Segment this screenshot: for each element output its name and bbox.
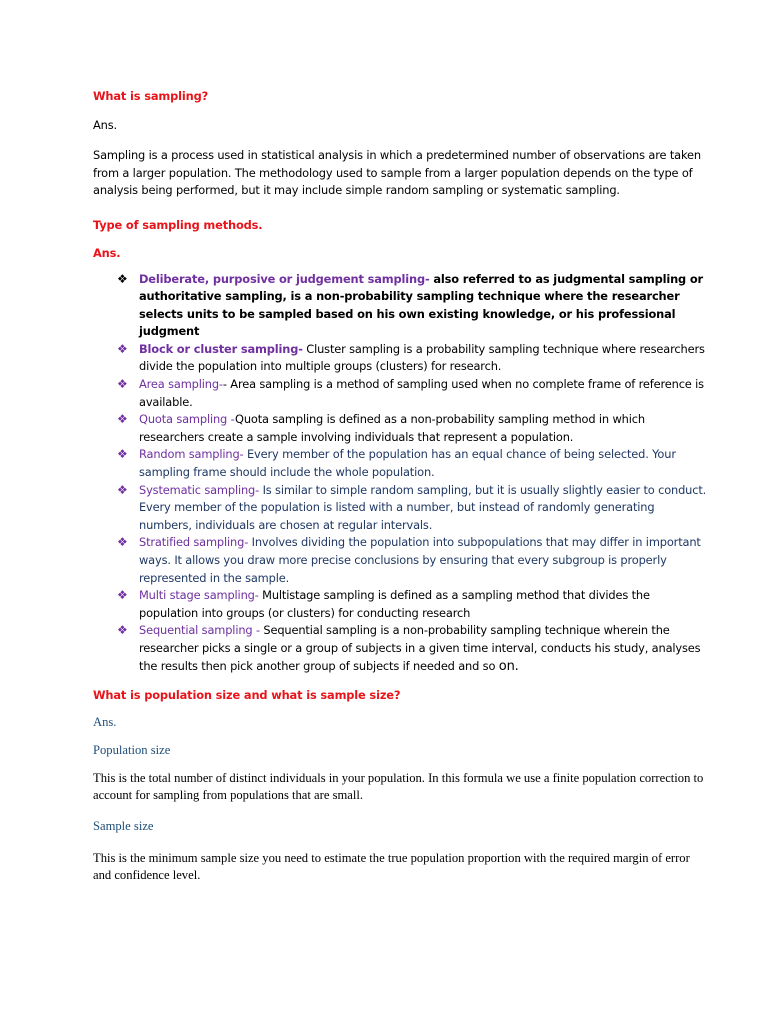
answer-label: Ans. bbox=[93, 118, 117, 132]
method-term: Systematic sampling- bbox=[139, 482, 260, 497]
method-term: Multi stage sampling- bbox=[139, 588, 259, 603]
method-description-end: on. bbox=[498, 658, 519, 674]
diamond-bullet-icon: ❖ bbox=[117, 482, 128, 497]
method-term: Block or cluster sampling- bbox=[139, 341, 303, 356]
population-size-definition: This is the total number of distinct individuals in your population. In this formula we use a finite population correction to account for sampling from populations that are small. bbox=[93, 771, 704, 803]
list-item bbox=[117, 534, 708, 587]
heading-sampling-methods: Type of sampling methods. bbox=[93, 217, 263, 232]
method-term: Random sampling- bbox=[139, 447, 244, 462]
method-term: Deliberate, purposive or judgement sampling- bbox=[139, 271, 430, 286]
list-item bbox=[117, 482, 708, 535]
diamond-bullet-icon: ❖ bbox=[117, 377, 128, 392]
answer-label: Ans. bbox=[93, 245, 121, 260]
method-description: Every member of the population has an equal chance of being selected. Your sampling frame should include the whole population. bbox=[139, 447, 676, 480]
heading-what-is-sampling: What is sampling? bbox=[93, 89, 209, 103]
method-description: Multistage sampling is defined as a sampling method that divides the population into groups (or clusters) for conducting research bbox=[139, 588, 650, 620]
subheading-sample-size: Sample size bbox=[93, 819, 154, 834]
method-term: Sequential sampling - bbox=[139, 623, 260, 638]
method-description: Is similar to simple random sampling, but it is usually slightly easier to conduct. Every member of the population is listed with a number, but instead of randomly generating numbers, individuals are chosen at regular intervals. bbox=[139, 482, 707, 532]
list-item bbox=[117, 411, 708, 446]
diamond-bullet-icon: ❖ bbox=[117, 535, 128, 550]
list-item bbox=[117, 622, 708, 675]
method-term: Stratified sampling- bbox=[139, 535, 249, 550]
sampling-definition: Sampling is a process used in statistical analysis in which a predetermined number of observations are taken from a larger population. The methodology used to sample from a larger population depends on the type of analysis being performed, but it may include simple random sampling or systematic sampling. bbox=[93, 148, 701, 197]
diamond-bullet-icon: ❖ bbox=[117, 588, 128, 603]
method-description: Involves dividing the population into subpopulations that may differ in important ways. It allows you draw more precise conclusions by ensuring that every subgroup is properly represented in the sample. bbox=[139, 535, 701, 585]
subheading-population-size: Population size bbox=[93, 743, 171, 758]
list-item bbox=[117, 376, 708, 411]
method-description: Sequential sampling is a non-probability sampling technique wherein the researcher picks a single or a group of subjects in a given time interval, conducts his study, analyses the results then pick another group of subjects if needed and so bbox=[139, 623, 701, 673]
sampling-methods-list bbox=[93, 271, 708, 676]
method-description: also referred to as judgmental sampling or authoritative sampling, is a non-probability sampling technique where the researcher selects units to be sampled based on his own existing knowledge, or his professional judgment bbox=[139, 271, 704, 339]
method-description: - Area sampling is a method of sampling used when no complete frame of reference is available. bbox=[139, 377, 704, 409]
sample-size-definition: This is the minimum sample size you need to estimate the true population proportion with the required margin of error and confidence level. bbox=[93, 851, 690, 883]
method-description: Cluster sampling is a probability sampling technique where researchers divide the population into multiple groups (clusters) for research. bbox=[139, 341, 705, 374]
list-item bbox=[117, 587, 708, 622]
diamond-bullet-icon: ❖ bbox=[117, 341, 128, 356]
method-term: Quota sampling - bbox=[139, 412, 235, 427]
method-description: Quota sampling is defined as a non-probability sampling method in which researchers create a sample involving individuals that represent a population. bbox=[139, 412, 645, 444]
diamond-bullet-icon: ❖ bbox=[117, 623, 128, 638]
diamond-bullet-icon: ❖ bbox=[117, 447, 128, 462]
diamond-bullet-icon: ❖ bbox=[117, 271, 128, 286]
list-item bbox=[117, 446, 708, 481]
list-item bbox=[117, 341, 708, 376]
diamond-bullet-icon: ❖ bbox=[117, 412, 128, 427]
list-item bbox=[117, 271, 708, 341]
method-term: Area sampling- bbox=[139, 377, 223, 392]
answer-label: Ans. bbox=[93, 715, 117, 730]
heading-population-sample-size: What is population size and what is sample size? bbox=[93, 688, 401, 703]
